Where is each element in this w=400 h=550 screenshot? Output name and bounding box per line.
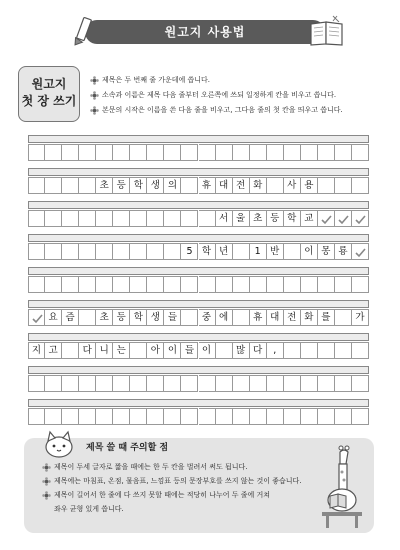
grid-cell <box>318 408 335 425</box>
grid-cell <box>284 375 301 392</box>
grid-cell: 몽 <box>318 243 335 260</box>
grid-cell <box>79 144 96 161</box>
grid-cell <box>113 210 130 227</box>
grid-cell <box>301 408 318 425</box>
grid-cell: 니 <box>96 342 113 359</box>
grid-cell <box>79 210 96 227</box>
grid-cell: 의 <box>164 177 181 194</box>
grid-cell <box>335 309 352 326</box>
grid-cell <box>284 276 301 293</box>
grid-cell <box>45 276 62 293</box>
grid-cell: 이 <box>301 243 318 260</box>
grid-cell: 학 <box>199 243 216 260</box>
page-header <box>85 18 325 46</box>
grid-cell: 초 <box>96 309 113 326</box>
grid-cell <box>352 342 369 359</box>
grid-cell <box>318 177 335 194</box>
book-icon <box>307 14 347 48</box>
grid-cell: 들 <box>181 342 198 359</box>
grid-cell <box>181 375 198 392</box>
grid-cell <box>352 276 369 293</box>
grid-cell: 1 <box>250 243 267 260</box>
grid-cell: 대 <box>267 309 284 326</box>
flower-bullet-icon <box>42 477 51 486</box>
grid-cell: , <box>267 342 284 359</box>
grid-cell <box>318 375 335 392</box>
grid-cell: 초 <box>96 177 113 194</box>
grid-cell <box>130 408 147 425</box>
grid-cell <box>62 276 79 293</box>
grid-cell <box>79 375 96 392</box>
tip-item <box>42 460 342 474</box>
grid-cell: 등 <box>113 177 130 194</box>
grid-cell <box>318 342 335 359</box>
grid-cell <box>216 342 233 359</box>
grid-cell <box>318 144 335 161</box>
grid-cell: 화 <box>250 177 267 194</box>
grid-cell <box>233 144 250 161</box>
rule-text: 제목은 두 번째 줄 가운데에 씁니다. <box>102 76 211 84</box>
grid-cell <box>267 276 284 293</box>
grid-cell: 학 <box>130 309 147 326</box>
tip-item <box>42 474 342 488</box>
cat-icon <box>42 430 76 458</box>
row-gap-band <box>28 399 369 407</box>
grid-cell: 등 <box>113 309 130 326</box>
tips-panel <box>24 438 374 533</box>
grid-cell <box>335 144 352 161</box>
grid-cell <box>199 210 216 227</box>
grid-cell <box>181 408 198 425</box>
grid-cell: 학 <box>130 177 147 194</box>
check-mark-icon <box>352 210 369 227</box>
grid-cell <box>181 177 198 194</box>
grid-cell <box>130 243 147 260</box>
row-gap-band <box>28 168 369 176</box>
grid-cell <box>113 144 130 161</box>
grid-cell: 생 <box>147 177 164 194</box>
grid-cell <box>45 243 62 260</box>
grid-cell <box>181 309 198 326</box>
grid-cell <box>233 309 250 326</box>
grid-cell <box>250 276 267 293</box>
grid-cell: 휴 <box>199 177 216 194</box>
grid-cell <box>113 243 130 260</box>
grid-cell <box>147 375 164 392</box>
page-title: 원고지 사용법 <box>164 25 246 39</box>
rules-list <box>90 73 395 118</box>
grid-cell <box>335 375 352 392</box>
grid-cell: 를 <box>318 309 335 326</box>
grid-cell <box>28 177 45 194</box>
tips-title: 제목 쓸 때 주의할 점 <box>86 443 169 453</box>
grid-cell <box>301 144 318 161</box>
grid-cell <box>181 210 198 227</box>
grid-cell: 이 <box>164 342 181 359</box>
grid-cell: 고 <box>45 342 62 359</box>
grid-cell: 들 <box>164 309 181 326</box>
grid-cell: 5 <box>181 243 198 260</box>
grid-cell <box>267 375 284 392</box>
grid-cell <box>199 276 216 293</box>
grid-cell <box>130 342 147 359</box>
grid-cell: 많 <box>233 342 250 359</box>
grid-cell <box>267 408 284 425</box>
grid-cell <box>45 375 62 392</box>
grid-cell <box>164 144 181 161</box>
grid-cell <box>28 375 45 392</box>
grid-cell <box>199 144 216 161</box>
grid-cell <box>96 276 113 293</box>
grid-cell <box>28 210 45 227</box>
grid-cell: 등 <box>267 210 284 227</box>
grid-cell <box>62 210 79 227</box>
grid-cell <box>96 243 113 260</box>
grid-cell <box>233 375 250 392</box>
tip-text: 제목이 두세 글자로 짧을 때에는 한 두 칸을 벌려서 써도 됩니다. <box>54 463 248 471</box>
grid-cell: 년 <box>216 243 233 260</box>
grid-cell <box>250 144 267 161</box>
grid-cell <box>352 177 369 194</box>
grid-cell: 휴 <box>250 309 267 326</box>
grid-cell <box>130 144 147 161</box>
grid-cell <box>79 276 96 293</box>
grid-cell <box>113 276 130 293</box>
grid-cell <box>233 243 250 260</box>
grid-cell: 는 <box>113 342 130 359</box>
grid-cell <box>62 177 79 194</box>
pencil-icon <box>71 16 97 48</box>
grid-cell: 용 <box>301 177 318 194</box>
row-gap-band <box>28 201 369 209</box>
flower-bullet-icon <box>90 76 99 85</box>
giraffe-reading-icon <box>310 444 372 530</box>
grid-cell <box>28 408 45 425</box>
grid-cell <box>301 276 318 293</box>
grid-cell <box>147 210 164 227</box>
grid-cell <box>199 408 216 425</box>
grid-cell: 교 <box>301 210 318 227</box>
grid-cell <box>233 276 250 293</box>
flower-bullet-icon <box>42 463 51 472</box>
tip-text: 제목에는 마침표, 온점, 물음표, 느낌표 등의 문장부호를 쓰지 않는 것이 좋습니다. <box>54 477 302 485</box>
tip-text: 제목이 길어서 한 줄에 다 쓰지 못할 때에는 적당히 나누어 두 줄에 거쳐 <box>54 491 271 499</box>
grid-cell <box>96 144 113 161</box>
grid-cell <box>79 243 96 260</box>
grid-cell: 반 <box>267 243 284 260</box>
rule-item <box>90 73 395 88</box>
grid-cell <box>147 276 164 293</box>
grid-cell <box>45 408 62 425</box>
first-page-label <box>18 66 80 122</box>
grid-cell <box>181 276 198 293</box>
row-gap-band <box>28 135 369 143</box>
grid-cell <box>130 276 147 293</box>
grid-cell <box>267 177 284 194</box>
grid-cell <box>216 276 233 293</box>
rule-text: 소속과 이름은 제목 다음 줄부터 오른쪽에 쓰되 일정하게 칸을 비우고 씁니다. <box>102 91 337 99</box>
grid-cell <box>284 408 301 425</box>
grid-cell: 이 <box>199 342 216 359</box>
grid-cell <box>62 375 79 392</box>
grid-cell <box>45 144 62 161</box>
grid-cell <box>62 342 79 359</box>
grid-cell <box>352 408 369 425</box>
grid-cell: 서 <box>216 210 233 227</box>
row-gap-band <box>28 234 369 242</box>
grid-cell <box>62 243 79 260</box>
grid-cell <box>352 144 369 161</box>
grid-cell <box>164 243 181 260</box>
grid-cell <box>45 177 62 194</box>
row-gap-band <box>28 300 369 308</box>
tip-continuation: 좌우 균형 있게 씁니다. <box>54 505 124 513</box>
grid-cell <box>79 177 96 194</box>
grid-cell <box>284 144 301 161</box>
label-line-2: 첫 장 쓰기 <box>21 94 77 108</box>
grid-cell <box>164 276 181 293</box>
label-line-1: 원고지 <box>31 77 67 91</box>
check-mark-icon <box>318 210 335 227</box>
tip-item <box>42 488 342 502</box>
grid-cell <box>335 408 352 425</box>
grid-cell <box>318 276 335 293</box>
grid-cell: 전 <box>233 177 250 194</box>
grid-cell: 중 <box>199 309 216 326</box>
grid-cell <box>250 375 267 392</box>
grid-cell <box>147 243 164 260</box>
grid-cell: 룡 <box>335 243 352 260</box>
grid-cell <box>352 375 369 392</box>
grid-cell <box>96 210 113 227</box>
grid-cell <box>335 342 352 359</box>
grid-cell: 가 <box>352 309 369 326</box>
flower-bullet-icon <box>42 491 51 500</box>
grid-cell <box>79 309 96 326</box>
grid-cell <box>216 144 233 161</box>
grid-cell <box>181 144 198 161</box>
grid-cell: 지 <box>28 342 45 359</box>
grid-cell <box>147 408 164 425</box>
grid-cell <box>28 276 45 293</box>
rule-item <box>90 88 395 103</box>
grid-cell <box>62 408 79 425</box>
grid-cell <box>284 342 301 359</box>
grid-cell <box>216 408 233 425</box>
grid-cell <box>164 408 181 425</box>
grid-cell: 다 <box>79 342 96 359</box>
grid-cell <box>130 210 147 227</box>
grid-cell <box>164 375 181 392</box>
grid-cell <box>301 375 318 392</box>
rule-item <box>90 103 395 118</box>
check-mark-icon <box>352 243 369 260</box>
row-gap-band <box>28 366 369 374</box>
grid-cell <box>147 144 164 161</box>
grid-cell: 대 <box>216 177 233 194</box>
grid-cell <box>250 408 267 425</box>
grid-cell <box>28 144 45 161</box>
grid-cell: 다 <box>250 342 267 359</box>
grid-cell <box>164 210 181 227</box>
rule-text: 본문의 시작은 이름을 쓴 다음 줄을 비우고, 그다음 줄의 첫 칸을 띄우고 씁니다. <box>102 106 343 114</box>
grid-cell <box>301 342 318 359</box>
grid-cell <box>113 375 130 392</box>
grid-cell: 요 <box>45 309 62 326</box>
grid-cell: 아 <box>147 342 164 359</box>
grid-cell: 사 <box>284 177 301 194</box>
grid-cell: 생 <box>147 309 164 326</box>
grid-cell <box>45 210 62 227</box>
grid-cell: 울 <box>233 210 250 227</box>
check-mark-icon <box>28 309 45 326</box>
grid-cell <box>216 375 233 392</box>
grid-cell <box>79 408 96 425</box>
grid-cell: 초 <box>250 210 267 227</box>
grid-cell <box>28 243 45 260</box>
flower-bullet-icon <box>90 91 99 100</box>
grid-cell: 즘 <box>62 309 79 326</box>
grid-cell <box>113 408 130 425</box>
grid-cell <box>96 375 113 392</box>
grid-cell <box>335 276 352 293</box>
tips-list <box>42 460 342 516</box>
grid-cell: 전 <box>284 309 301 326</box>
grid-cell: 화 <box>301 309 318 326</box>
grid-cell <box>233 408 250 425</box>
flower-bullet-icon <box>90 106 99 115</box>
grid-cell: 학 <box>284 210 301 227</box>
grid-cell <box>130 375 147 392</box>
grid-cell <box>284 243 301 260</box>
row-gap-band <box>28 333 369 341</box>
grid-cell <box>62 144 79 161</box>
grid-cell <box>96 408 113 425</box>
grid-cell <box>199 375 216 392</box>
row-gap-band <box>28 267 369 275</box>
check-mark-icon <box>335 210 352 227</box>
grid-cell: 에 <box>216 309 233 326</box>
grid-cell <box>267 144 284 161</box>
grid-cell <box>335 177 352 194</box>
